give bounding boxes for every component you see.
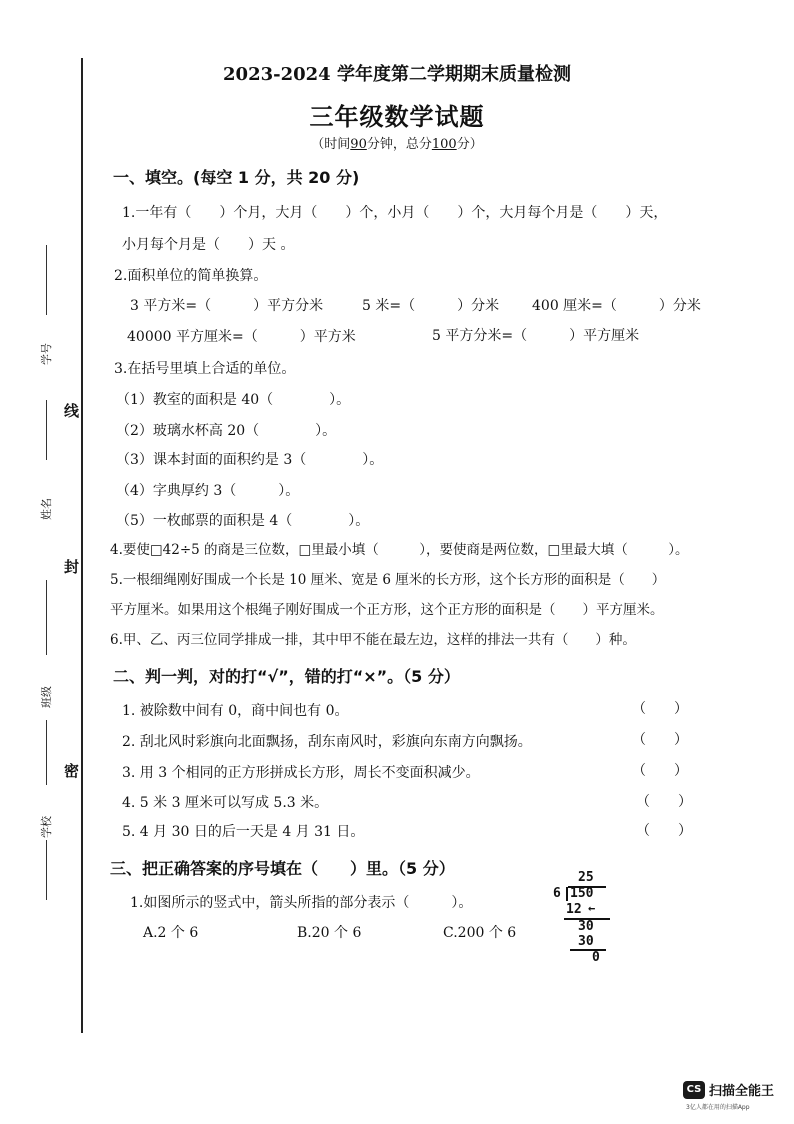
- label-student-id: 学号: [40, 343, 53, 365]
- blank-line-name[interactable]: [46, 400, 47, 460]
- blank-line-student-id[interactable]: [46, 245, 47, 315]
- section1-title: 一、填空。(每空 1 分，共 20 分): [113, 168, 360, 187]
- long-division-figure: [548, 866, 628, 966]
- exam-total-score: 100: [431, 137, 457, 152]
- watermark-subtitle: 3亿人都在用的扫描App: [686, 1104, 750, 1111]
- exam-title: 2023-2024 学年度第二学期期末质量检测: [223, 64, 571, 85]
- label-class: 班级: [40, 686, 53, 708]
- q3-title: 3.在括号里填上合适的单位。: [114, 361, 296, 377]
- blank-line-class[interactable]: [46, 580, 47, 655]
- q6: 6.甲、乙、丙三位同学排成一排，其中甲不能在最左边，这样的排法一共有（ ）种。: [110, 632, 636, 648]
- division-bracket: [566, 887, 568, 901]
- q1-line1: 1.一年有（ ）个月，大月（ ）个，小月（ ）个，大月每个月是（ ）天，: [122, 205, 668, 221]
- division-underline-2: [570, 949, 606, 951]
- q3-item5: （5）一枚邮票的面积是 4（ ）。: [116, 513, 370, 529]
- division-step1: 12: [566, 902, 582, 917]
- judge-item-5: 5. 4 月 30 日的后一天是 4 月 31 日。: [122, 824, 365, 840]
- label-name: 姓名: [40, 498, 53, 520]
- judge-answer-4[interactable]: （ ）: [636, 794, 692, 810]
- subtitle-suffix: 分）: [456, 137, 483, 152]
- judge-item-1: 1. 被除数中间有 0，商中间也有 0。: [122, 703, 349, 719]
- q2-row1-item1: 3 平方米=（ ）平方分米: [130, 298, 324, 314]
- exam-subject-title: 三年级数学试题: [309, 102, 485, 131]
- division-divisor: 6: [553, 886, 561, 901]
- q5-line2: 平方厘米。如果用这个根绳子刚好围成一个正方形，这个正方形的面积是（ ）平方厘米。: [110, 602, 664, 618]
- blank-line-school-2: [46, 840, 47, 900]
- q2-row1-item3: 400 厘米=（ ）分米: [532, 298, 701, 314]
- camscanner-logo-icon: CS: [683, 1081, 705, 1099]
- judge-answer-3[interactable]: （ ）: [632, 763, 688, 779]
- q3-item1: （1）教室的面积是 40（ ）。: [116, 392, 351, 408]
- q3-item2: （2）玻璃水杯高 20（ ）。: [116, 423, 337, 439]
- q3-item4: （4）字典厚约 3（ ）。: [116, 483, 300, 499]
- option-c[interactable]: C.200 个 6: [443, 925, 517, 941]
- binding-line: [81, 58, 83, 1033]
- division-dividend: 150: [570, 886, 594, 901]
- q2-row2-item1: 40000 平方厘米=（ ）平方米: [127, 329, 356, 345]
- judge-item-3: 3. 用 3 个相同的正方形拼成长方形，周长不变面积减少。: [122, 765, 480, 781]
- division-arrow-icon: ←: [588, 901, 596, 915]
- q2-row1-item2: 5 米=（ ）分米: [362, 298, 500, 314]
- watermark-name: 扫描全能王: [709, 1084, 775, 1099]
- q5-line1: 5.一根细绳刚好围成一个长是 10 厘米、宽是 6 厘米的长方形，这个长方形的面积是（ ）: [110, 572, 666, 588]
- q4: 4.要使□42÷5 的商是三位数，□里最小填（ ），要使商是两位数，□里最大填（ ）。: [110, 542, 689, 558]
- division-quotient: 25: [578, 870, 594, 885]
- label-school: 学校: [40, 816, 53, 838]
- division-step3: 30: [578, 934, 594, 949]
- section2-title: 二、判一判，对的打“√”，错的打“×”。（5 分）: [113, 667, 460, 686]
- seal-char-mi: 密: [64, 762, 80, 780]
- judge-answer-5[interactable]: （ ）: [636, 823, 692, 839]
- seal-char-xian: 线: [64, 402, 80, 420]
- option-a[interactable]: A.2 个 6: [143, 925, 199, 941]
- blank-line-school[interactable]: [46, 720, 47, 785]
- q2-row2-item2: 5 平方分米=（ ）平方厘米: [432, 328, 640, 344]
- division-remainder: 0: [592, 950, 600, 965]
- judge-answer-1[interactable]: （ ）: [632, 701, 688, 717]
- subtitle-mid: 分钟，总分: [366, 137, 432, 152]
- exam-time-info: [0, 133, 794, 152]
- seal-char-feng: 封: [64, 558, 80, 576]
- exam-duration: 90: [350, 137, 367, 152]
- option-b[interactable]: B.20 个 6: [297, 925, 362, 941]
- q1-line2: 小月每个月是（ ）天 。: [122, 237, 295, 253]
- judge-item-2: 2. 刮北风时彩旗向北面飘扬，刮东南风时，彩旗向东南方向飘扬。: [122, 734, 532, 750]
- judge-answer-2[interactable]: （ ）: [632, 732, 688, 748]
- judge-item-4: 4. 5 米 3 厘米可以写成 5.3 米。: [122, 795, 329, 811]
- section3-title: 三、把正确答案的序号填在（ ）里。（5 分）: [110, 859, 455, 878]
- q2-title: 2.面积单位的简单换算。: [114, 268, 268, 284]
- q3-item3: （3）课本封面的面积约是 3（ ）。: [116, 452, 384, 468]
- subtitle-prefix: （时间: [311, 137, 351, 152]
- division-step2: 30: [578, 919, 594, 934]
- q3-1-question: 1.如图所示的竖式中，箭头所指的部分表示（ ）。: [130, 895, 473, 911]
